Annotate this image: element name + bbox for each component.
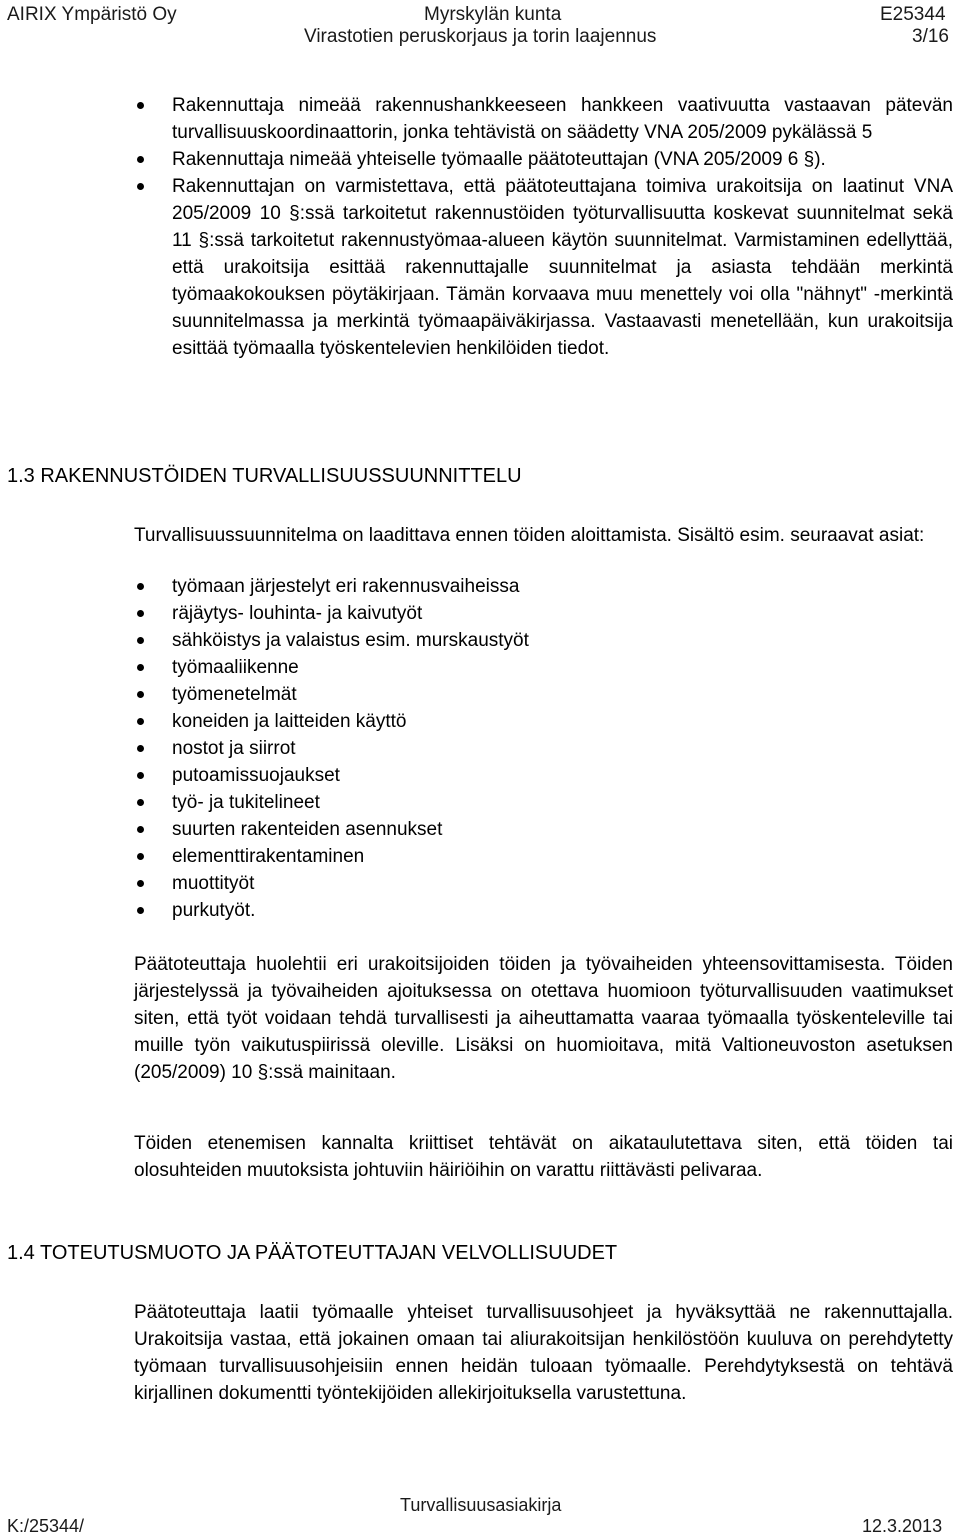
section-heading-1-3: 1.3 RAKENNUSTÖIDEN TURVALLISUUSSUUNNITTELU (7, 465, 522, 487)
list-item: putoamissuojaukset (172, 762, 772, 789)
footer-date: 12.3.2013 (862, 1516, 943, 1536)
list-item: nostot ja siirrot (172, 735, 772, 762)
header-page-number: 3/16 (912, 26, 949, 47)
section-1-3-intro: Turvallisuussuunnitelma on laadittava ennen töiden aloittamista. Sisältö esim. seuraavat asiat: (134, 525, 925, 546)
list-item: työmaan järjestelyt eri rakennusvaiheissa (172, 573, 772, 600)
list-item: työmaaliikenne (172, 654, 772, 681)
header-client: Myrskylän kunta (424, 4, 562, 25)
list-item: elementtirakentaminen (172, 843, 772, 870)
list-item: työ- ja tukitelineet (172, 789, 772, 816)
list-item: suurten rakenteiden asennukset (172, 816, 772, 843)
list-item: Rakennuttaja nimeää rakennushankkeeseen hankkeen vaativuutta vastaavan pätevän turvallisuuskoordinaattorin, jonka tehtävistä on säädetty VNA 205/2009 pykälässä 5 (172, 92, 953, 146)
header-company: AIRIX Ympäristö Oy (7, 4, 177, 25)
footer-file-path: K:/25344/ (7, 1516, 85, 1536)
list-item: räjäytys- louhinta- ja kaivutyöt (172, 600, 772, 627)
section-1-4-paragraph: Päätoteuttaja laatii työmaalle yhteiset turvallisuusohjeet ja hyväksyttää ne rakennuttajalla. Urakoitsija vastaa, että jokainen omaan tai aliurakoitsijan henkilöstöön kuuluva on perehdytetty työmaan turvallisuusohjeisiin ennen heidän tuloaan työmaalle. Perehdytyksestä on tehtävä kirjallinen dokumentti työntekijöiden allekirjoituksella varustettuna. (134, 1302, 953, 1404)
list-item: koneiden ja laitteiden käyttö (172, 708, 772, 735)
footer-document-title: Turvallisuusasiakirja (400, 1495, 562, 1515)
header-project-name: Virastotien peruskorjaus ja torin laajennus (304, 26, 657, 47)
section-heading-1-4: 1.4 TOTEUTUSMUOTO JA PÄÄTOTEUTTAJAN VELVOLLISUUDET (7, 1242, 618, 1264)
list-item: purkutyöt. (172, 897, 772, 924)
safety-plan-topic-list (172, 573, 772, 924)
list-item: työmenetelmät (172, 681, 772, 708)
list-item: muottityöt (172, 870, 772, 897)
list-item: Rakennuttaja nimeää yhteiselle työmaalle päätoteuttajan (VNA 205/2009 6 §). (172, 146, 953, 173)
section-1-3-paragraph-schedule: Töiden etenemisen kannalta kriittiset tehtävät on aikataulutettava siten, että töiden tai olosuhteiden muutoksista johtuviin häiriöihin on varattu riittävästi pelivaraa. (134, 1133, 953, 1181)
list-item: sähköistys ja valaistus esim. murskaustyöt (172, 627, 772, 654)
section-1-3-paragraph-coordination: Päätoteuttaja huolehtii eri urakoitsijoiden töiden ja työvaiheiden yhteensovittamisesta. Töiden järjestelyssä ja työvaiheiden ajoituksessa on otettava huomioon työturvallisuuden vaatimukset siten, että työt voidaan tehdä turvallisesti ja aiheuttamatta vaaraa työmaalla työskenteleville tai muille työn vaikutuspiirissä oleville. Lisäksi on huomioitava, mitä Valtioneuvoston asetuksen (205/2009) 10 §:ssä mainitaan. (134, 954, 953, 1083)
header-project-code: E25344 (880, 4, 946, 25)
list-item: Rakennuttajan on varmistettava, että päätoteuttajana toimiva urakoitsija on laatinut VNA 205/2009 10 §:ssä tarkoitetut rakennustöiden työturvallisuutta koskevat suunnitelmat sekä 11 §:ssä tarkoitetut rakennustyömaa-alueen käytön suunnitelmat. Varmistaminen edellyttää, että urakoitsija esittää rakennuttajalle suunnitelmat ja asiasta tehdään merkintä työmaakokouksen pöytäkirjaan. Tämän korvaava muu menettely voi olla "nähnyt" -merkintä suunnitelmassa ja merkintä työmaapäiväkirjassa. Vastaavasti menetellään, kun urakoitsija esittää työmaalla työskentelevien henkilöiden tiedot. (172, 173, 953, 362)
intro-bullet-list (172, 92, 953, 362)
